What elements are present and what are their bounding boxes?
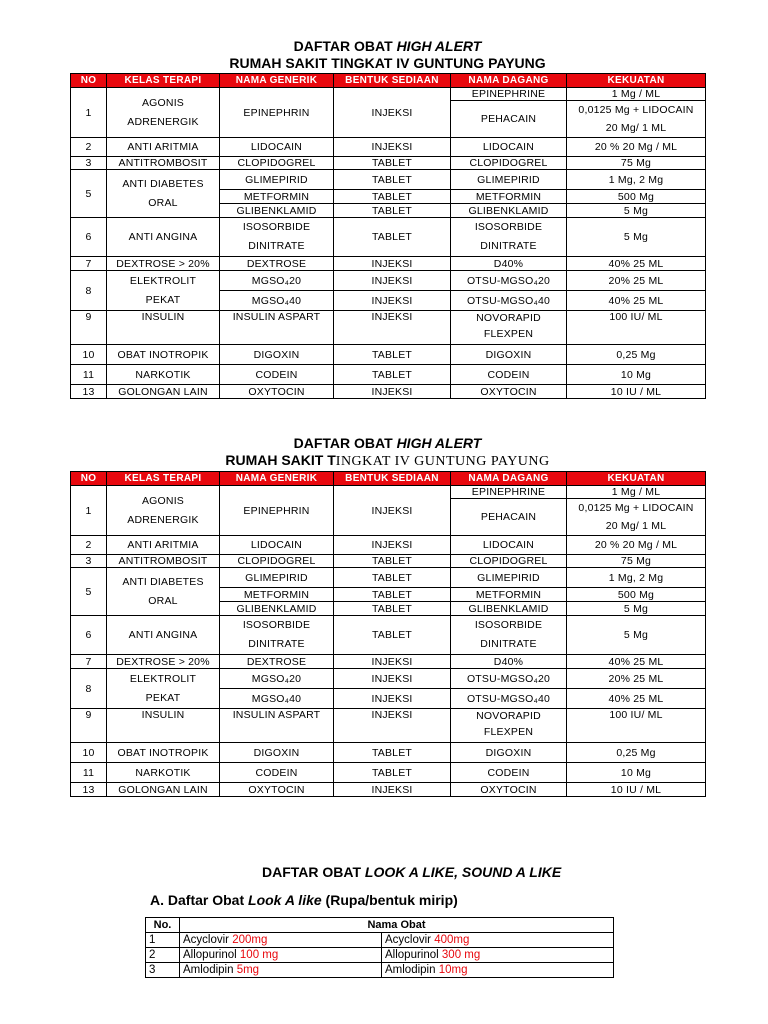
cell-obat-a: Allopurinol 100 mg bbox=[180, 948, 382, 963]
cell-bentuk: INJEKSI bbox=[334, 486, 451, 536]
cell-kekuatan: 20 % 20 Mg / ML bbox=[567, 536, 706, 555]
cell-obat-b: Acyclovir 400mg bbox=[382, 933, 614, 948]
cell-generik: MGSO₄40 bbox=[220, 689, 334, 709]
cell-kelas: OBAT INOTROPIK bbox=[107, 743, 220, 763]
cell-dagang: EPINEPHRINE bbox=[451, 486, 567, 499]
cell-kekuatan: 40% 25 ML bbox=[567, 689, 706, 709]
cell-bentuk: TABLET bbox=[334, 568, 451, 588]
cell-dagang: OTSU-MGSO₄20 bbox=[451, 669, 567, 689]
cell-obat-b: Allopurinol 300 mg bbox=[382, 948, 614, 963]
cell-dagang: DIGOXIN bbox=[451, 345, 567, 365]
cell-kekuatan: 10 Mg bbox=[567, 763, 706, 783]
cell-bentuk: TABLET bbox=[334, 743, 451, 763]
cell-bentuk: INJEKSI bbox=[334, 257, 451, 271]
cell-bentuk: TABLET bbox=[334, 588, 451, 602]
cell-kelas: OBAT INOTROPIK bbox=[107, 345, 220, 365]
cell-bentuk: INJEKSI bbox=[334, 709, 451, 743]
cell-generik: METFORMIN bbox=[220, 588, 334, 602]
cell-no: 7 bbox=[71, 257, 107, 271]
cell-dagang: DIGOXIN bbox=[451, 743, 567, 763]
lasa-title: DAFTAR OBAT LOOK A LIKE, SOUND A LIKE bbox=[262, 864, 562, 880]
doc-title: DAFTAR OBAT HIGH ALERT bbox=[293, 435, 482, 451]
cell-kekuatan: 40% 25 ML bbox=[567, 257, 706, 271]
table-row bbox=[146, 963, 614, 978]
cell-dagang: NOVORAPID FLEXPEN bbox=[451, 311, 567, 345]
cell-kekuatan: 1 Mg / ML bbox=[567, 88, 706, 101]
cell-bentuk: INJEKSI bbox=[334, 783, 451, 797]
cell-no: 5 bbox=[71, 170, 107, 218]
col-header: NO bbox=[71, 472, 107, 486]
cell-bentuk: TABLET bbox=[334, 204, 451, 218]
cell-generik: INSULIN ASPART bbox=[220, 311, 334, 345]
cell-generik: GLIBENKLAMID bbox=[220, 204, 334, 218]
cell-generik: LIDOCAIN bbox=[220, 138, 334, 157]
col-header: KEKUATAN bbox=[567, 74, 706, 88]
cell-kelas: INSULIN bbox=[107, 709, 220, 743]
cell-kelas: ANTI ARITMIA bbox=[107, 138, 220, 157]
cell-no: 11 bbox=[71, 763, 107, 783]
cell-generik: MGSO₄20 bbox=[220, 669, 334, 689]
cell-generik: MGSO₄40 bbox=[220, 291, 334, 311]
cell-no: 10 bbox=[71, 345, 107, 365]
cell-no: 2 bbox=[71, 138, 107, 157]
col-header: KEKUATAN bbox=[567, 472, 706, 486]
cell-no: 2 bbox=[146, 948, 180, 963]
cell-kekuatan: 20% 25 ML bbox=[567, 271, 706, 291]
cell-bentuk: TABLET bbox=[334, 345, 451, 365]
cell-kekuatan: 5 Mg bbox=[567, 616, 706, 655]
cell-dagang: PEHACAIN bbox=[451, 499, 567, 536]
cell-bentuk: TABLET bbox=[334, 763, 451, 783]
doc-title: DAFTAR OBAT HIGH ALERT bbox=[293, 38, 482, 54]
cell-dagang: GLIBENKLAMID bbox=[451, 204, 567, 218]
table-row bbox=[146, 948, 614, 963]
cell-bentuk: INJEKSI bbox=[334, 138, 451, 157]
cell-kekuatan: 5 Mg bbox=[567, 204, 706, 218]
col-header: NO bbox=[71, 74, 107, 88]
cell-kekuatan: 5 Mg bbox=[567, 218, 706, 257]
cell-bentuk: INJEKSI bbox=[334, 88, 451, 138]
cell-bentuk: TABLET bbox=[334, 157, 451, 170]
cell-kelas: ANTI DIABETES ORAL bbox=[107, 568, 220, 616]
cell-generik: EPINEPHRIN bbox=[220, 486, 334, 536]
cell-kekuatan: 5 Mg bbox=[567, 602, 706, 616]
high-alert-section-1 bbox=[70, 38, 705, 399]
col-header: BENTUK SEDIAAN bbox=[334, 472, 451, 486]
cell-kekuatan: 75 Mg bbox=[567, 555, 706, 568]
cell-kelas: ANTI ANGINA bbox=[107, 616, 220, 655]
cell-dagang: OTSU-MGSO₄40 bbox=[451, 689, 567, 709]
cell-no: 13 bbox=[71, 783, 107, 797]
cell-obat-a: Acyclovir 200mg bbox=[180, 933, 382, 948]
cell-generik: GLIMEPIRID bbox=[220, 170, 334, 190]
high-alert-section-2 bbox=[70, 435, 705, 797]
cell-kekuatan: 1 Mg, 2 Mg bbox=[567, 568, 706, 588]
cell-generik: GLIMEPIRID bbox=[220, 568, 334, 588]
cell-no: 11 bbox=[71, 365, 107, 385]
cell-kelas: AGONIS ADRENERGIK bbox=[107, 486, 220, 536]
cell-generik: DIGOXIN bbox=[220, 345, 334, 365]
cell-kekuatan: 10 IU / ML bbox=[567, 783, 706, 797]
cell-generik: LIDOCAIN bbox=[220, 536, 334, 555]
cell-dagang: PEHACAIN bbox=[451, 101, 567, 138]
cell-dagang: CODEIN bbox=[451, 763, 567, 783]
cell-dagang: METFORMIN bbox=[451, 588, 567, 602]
cell-kekuatan: 0,0125 Mg + LIDOCAIN bbox=[567, 499, 706, 518]
cell-kelas: NARKOTIK bbox=[107, 763, 220, 783]
cell-generik: CODEIN bbox=[220, 365, 334, 385]
cell-generik: ISOSORBIDE DINITRATE bbox=[220, 616, 334, 655]
cell-dagang: GLIMEPIRID bbox=[451, 568, 567, 588]
cell-no: 3 bbox=[146, 963, 180, 978]
cell-bentuk: INJEKSI bbox=[334, 655, 451, 669]
cell-dagang: D40% bbox=[451, 257, 567, 271]
cell-kelas: GOLONGAN LAIN bbox=[107, 385, 220, 399]
cell-bentuk: INJEKSI bbox=[334, 311, 451, 345]
cell-kekuatan: 1 Mg / ML bbox=[567, 486, 706, 499]
cell-kelas: INSULIN bbox=[107, 311, 220, 345]
cell-bentuk: TABLET bbox=[334, 602, 451, 616]
cell-generik: MGSO₄20 bbox=[220, 271, 334, 291]
cell-generik: DEXTROSE bbox=[220, 655, 334, 669]
cell-kekuatan: 100 IU/ ML bbox=[567, 311, 706, 345]
cell-bentuk: INJEKSI bbox=[334, 536, 451, 555]
cell-generik: INSULIN ASPART bbox=[220, 709, 334, 743]
cell-kekuatan: 500 Mg bbox=[567, 190, 706, 204]
cell-generik: ISOSORBIDE DINITRATE bbox=[220, 218, 334, 257]
cell-dagang: OTSU-MGSO₄20 bbox=[451, 271, 567, 291]
cell-generik: EPINEPHRIN bbox=[220, 88, 334, 138]
cell-no: 8 bbox=[71, 669, 107, 709]
cell-no: 3 bbox=[71, 555, 107, 568]
cell-generik: OXYTOCIN bbox=[220, 783, 334, 797]
cell-generik: DIGOXIN bbox=[220, 743, 334, 763]
col-header: NAMA GENERIK bbox=[220, 74, 334, 88]
cell-bentuk: TABLET bbox=[334, 365, 451, 385]
cell-kelas: ELEKTROLIT PEKAT bbox=[107, 669, 220, 709]
cell-no: 7 bbox=[71, 655, 107, 669]
cell-kelas: DEXTROSE > 20% bbox=[107, 257, 220, 271]
cell-kelas: ELEKTROLIT PEKAT bbox=[107, 271, 220, 311]
cell-bentuk: TABLET bbox=[334, 170, 451, 190]
cell-dagang: GLIMEPIRID bbox=[451, 170, 567, 190]
cell-kekuatan: 0,25 Mg bbox=[567, 345, 706, 365]
cell-bentuk: TABLET bbox=[334, 218, 451, 257]
cell-kekuatan: 1 Mg, 2 Mg bbox=[567, 170, 706, 190]
col-header: BENTUK SEDIAAN bbox=[334, 74, 451, 88]
cell-no: 10 bbox=[71, 743, 107, 763]
cell-kelas: ANTITROMBOSIT bbox=[107, 555, 220, 568]
col-header: KELAS TERAPI bbox=[107, 74, 220, 88]
col-header: NAMA DAGANG bbox=[451, 74, 567, 88]
cell-no: 6 bbox=[71, 616, 107, 655]
cell-kelas: ANTITROMBOSIT bbox=[107, 157, 220, 170]
cell-generik: CLOPIDOGREL bbox=[220, 555, 334, 568]
cell-kelas: NARKOTIK bbox=[107, 365, 220, 385]
cell-bentuk: INJEKSI bbox=[334, 689, 451, 709]
col-header: KELAS TERAPI bbox=[107, 472, 220, 486]
col-header: NAMA DAGANG bbox=[451, 472, 567, 486]
cell-no: 1 bbox=[146, 933, 180, 948]
cell-kekuatan: 10 IU / ML bbox=[567, 385, 706, 399]
cell-no: 2 bbox=[71, 536, 107, 555]
cell-obat-a: Amlodipin 5mg bbox=[180, 963, 382, 978]
cell-generik: CLOPIDOGREL bbox=[220, 157, 334, 170]
doc-subtitle: RUMAH SAKIT TINGKAT IV GUNTUNG PAYUNG bbox=[225, 452, 550, 469]
cell-dagang: CLOPIDOGREL bbox=[451, 555, 567, 568]
cell-generik: CODEIN bbox=[220, 763, 334, 783]
cell-dagang: ISOSORBIDE DINITRATE bbox=[451, 218, 567, 257]
cell-no: 9 bbox=[71, 709, 107, 743]
high-alert-table bbox=[70, 471, 706, 797]
cell-kekuatan: 20 % 20 Mg / ML bbox=[567, 138, 706, 157]
cell-generik: OXYTOCIN bbox=[220, 385, 334, 399]
cell-dagang: CODEIN bbox=[451, 365, 567, 385]
cell-dagang: LIDOCAIN bbox=[451, 138, 567, 157]
cell-generik: GLIBENKLAMID bbox=[220, 602, 334, 616]
cell-generik: METFORMIN bbox=[220, 190, 334, 204]
cell-dagang: GLIBENKLAMID bbox=[451, 602, 567, 616]
cell-no: 13 bbox=[71, 385, 107, 399]
table-row bbox=[146, 933, 614, 948]
cell-kelas: GOLONGAN LAIN bbox=[107, 783, 220, 797]
cell-kekuatan: 20% 25 ML bbox=[567, 669, 706, 689]
cell-no: 6 bbox=[71, 218, 107, 257]
cell-kekuatan: 0,0125 Mg + LIDOCAIN bbox=[567, 101, 706, 120]
cell-dagang: CLOPIDOGREL bbox=[451, 157, 567, 170]
col-header-no: No. bbox=[146, 918, 180, 933]
cell-kelas: ANTI ANGINA bbox=[107, 218, 220, 257]
cell-kekuatan: 100 IU/ ML bbox=[567, 709, 706, 743]
look-a-like-table bbox=[145, 917, 614, 978]
cell-kelas: AGONIS ADRENERGIK bbox=[107, 88, 220, 138]
cell-bentuk: INJEKSI bbox=[334, 271, 451, 291]
cell-dagang: EPINEPHRINE bbox=[451, 88, 567, 101]
cell-no: 1 bbox=[71, 486, 107, 536]
cell-bentuk: TABLET bbox=[334, 616, 451, 655]
lasa-subtitle: A. Daftar Obat Look A like (Rupa/bentuk mirip) bbox=[150, 892, 458, 908]
cell-dagang: METFORMIN bbox=[451, 190, 567, 204]
cell-kekuatan: 0,25 Mg bbox=[567, 743, 706, 763]
cell-kelas: ANTI DIABETES ORAL bbox=[107, 170, 220, 218]
cell-bentuk: INJEKSI bbox=[334, 669, 451, 689]
high-alert-table bbox=[70, 73, 706, 399]
cell-dagang: D40% bbox=[451, 655, 567, 669]
cell-kelas: DEXTROSE > 20% bbox=[107, 655, 220, 669]
cell-bentuk: INJEKSI bbox=[334, 291, 451, 311]
cell-dagang: NOVORAPID FLEXPEN bbox=[451, 709, 567, 743]
look-a-like-section bbox=[145, 917, 613, 978]
cell-bentuk: TABLET bbox=[334, 555, 451, 568]
cell-kekuatan: 40% 25 ML bbox=[567, 291, 706, 311]
col-header-nama-obat: Nama Obat bbox=[180, 918, 614, 933]
cell-no: 1 bbox=[71, 88, 107, 138]
cell-no: 5 bbox=[71, 568, 107, 616]
cell-obat-b: Amlodipin 10mg bbox=[382, 963, 614, 978]
cell-dagang: ISOSORBIDE DINITRATE bbox=[451, 616, 567, 655]
doc-subtitle: RUMAH SAKIT TINGKAT IV GUNTUNG PAYUNG bbox=[229, 55, 546, 71]
cell-dagang: LIDOCAIN bbox=[451, 536, 567, 555]
cell-kekuatan: 20 Mg/ 1 ML bbox=[567, 119, 706, 138]
cell-dagang: OXYTOCIN bbox=[451, 783, 567, 797]
cell-bentuk: TABLET bbox=[334, 190, 451, 204]
cell-kekuatan: 10 Mg bbox=[567, 365, 706, 385]
cell-bentuk: INJEKSI bbox=[334, 385, 451, 399]
cell-kekuatan: 20 Mg/ 1 ML bbox=[567, 517, 706, 536]
cell-kelas: ANTI ARITMIA bbox=[107, 536, 220, 555]
cell-dagang: OTSU-MGSO₄40 bbox=[451, 291, 567, 311]
col-header: NAMA GENERIK bbox=[220, 472, 334, 486]
cell-no: 8 bbox=[71, 271, 107, 311]
cell-dagang: OXYTOCIN bbox=[451, 385, 567, 399]
cell-kekuatan: 40% 25 ML bbox=[567, 655, 706, 669]
cell-kekuatan: 75 Mg bbox=[567, 157, 706, 170]
cell-generik: DEXTROSE bbox=[220, 257, 334, 271]
cell-no: 3 bbox=[71, 157, 107, 170]
cell-no: 9 bbox=[71, 311, 107, 345]
cell-kekuatan: 500 Mg bbox=[567, 588, 706, 602]
